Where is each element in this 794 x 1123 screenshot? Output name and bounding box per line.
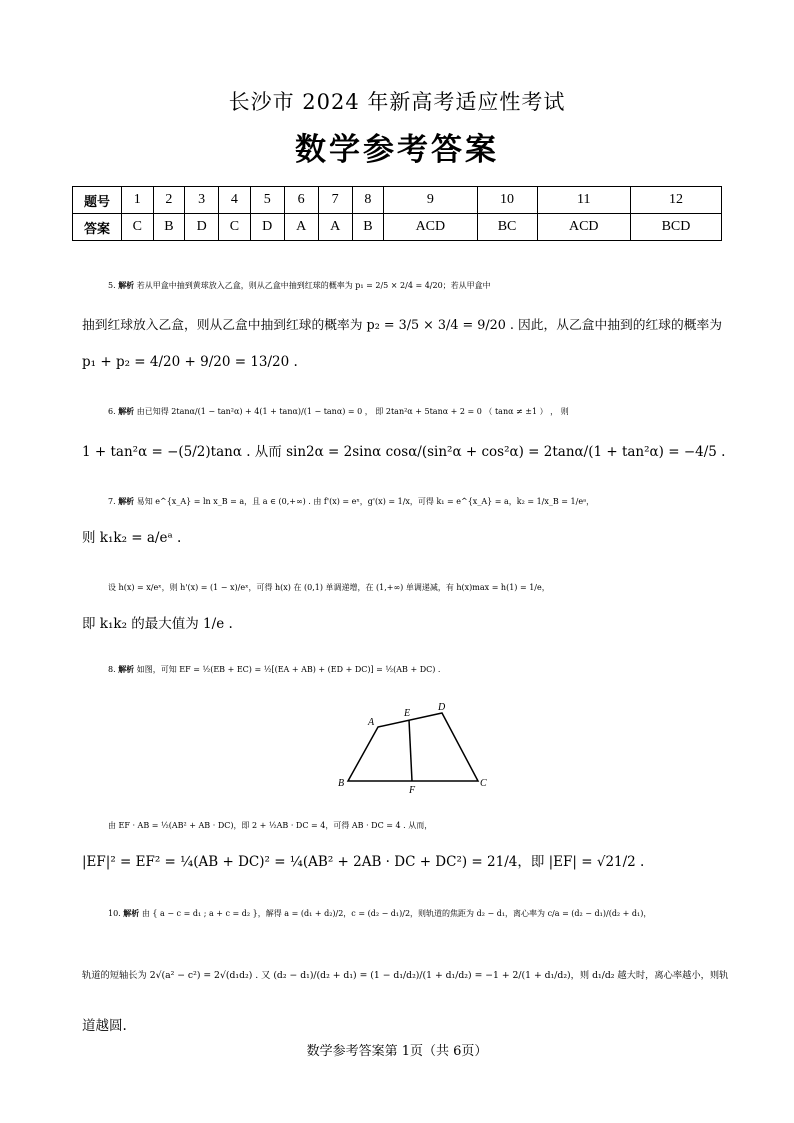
question-number: 9 bbox=[384, 187, 477, 214]
table-row-answers bbox=[73, 214, 722, 241]
q6-text: 由已知得 2tanα/(1 − tan²α) + 4(1 + tanα)/(1 − tanα) = 0 ， 即 2tan²α + 5tanα + 2 = 0 （ tanα ≠ ±1 ） ， 则 bbox=[136, 407, 569, 416]
answer-cell: ACD bbox=[384, 214, 477, 241]
q7-line-3: 设 h(x) = x/eˣ，则 h'(x) = (1 − x)/eˣ，可得 h(x) 在 (0,1) 单调递增，在 (1,+∞) 单调递减，有 h(x)max = h(1) = 1/e， bbox=[108, 583, 550, 592]
question-number: 7 bbox=[318, 187, 352, 214]
question-number: 8 bbox=[352, 187, 384, 214]
answer-cell: C bbox=[122, 214, 154, 241]
answer-cell: D bbox=[185, 214, 219, 241]
answer-cell: A bbox=[284, 214, 318, 241]
question-number: 3 bbox=[185, 187, 219, 214]
page-footer: 数学参考答案第 1页（共 6页） bbox=[306, 1044, 488, 1059]
q5-tag: 解析 bbox=[118, 281, 135, 290]
q8-number: 8. bbox=[108, 665, 116, 674]
q5-line-2: 抽到红球放入乙盒，则从乙盒中抽到红球的概率为 p₂ = 3/5 × 3/4 = 9/20 . 因此，从乙盒中抽到的红球的概率为 bbox=[82, 318, 723, 333]
label-c: C bbox=[480, 778, 487, 789]
q6-number: 6. bbox=[108, 407, 116, 416]
table-row-numbers bbox=[73, 187, 722, 214]
q5-number: 5. bbox=[108, 281, 116, 290]
exam-title: 长沙市 2024 年新高考适应性考试 bbox=[228, 90, 566, 114]
q10-line-3: 道越圆. bbox=[82, 1018, 127, 1034]
q7-tag: 解析 bbox=[118, 497, 135, 506]
answer-table bbox=[72, 186, 722, 241]
q6-line-1 bbox=[108, 402, 744, 422]
segment-ef bbox=[409, 720, 412, 781]
q7-line-2: 则 k₁k₂ = a/eᵃ . bbox=[82, 530, 182, 546]
question-number: 4 bbox=[219, 187, 251, 214]
label-a: A bbox=[368, 717, 375, 728]
label-e: E bbox=[404, 708, 411, 719]
answer-cell: A bbox=[318, 214, 352, 241]
label-f: F bbox=[409, 785, 416, 796]
answer-cell: B bbox=[153, 214, 185, 241]
question-number: 1 bbox=[122, 187, 154, 214]
answer-cell: BCD bbox=[630, 214, 721, 241]
q5-line-1 bbox=[108, 276, 744, 296]
q7-line-4: 即 k₁k₂ 的最大值为 1/e . bbox=[82, 616, 233, 632]
q8-tag: 解析 bbox=[118, 665, 135, 674]
question-number: 10 bbox=[477, 187, 537, 214]
question-number: 6 bbox=[284, 187, 318, 214]
question-number: 11 bbox=[537, 187, 630, 214]
q10-tag: 解析 bbox=[123, 909, 140, 918]
q5-text: 若从甲盒中抽到黄球放入乙盒，则从乙盒中抽到红球的概率为 p₁ = 2/5 × 2/4 = 4/20；若从甲盒中 bbox=[136, 281, 491, 290]
q7-text: 易知 e^{x_A} = ln x_B = a，且 a ∈ (0,+∞) . 由 f'(x) = eˣ，g'(x) = 1/x，可得 k₁ = e^{x_A} = a，k₂ = 1/x_B = 1/eᵃ， bbox=[136, 497, 595, 506]
q8-line-3: |EF|² = EF² = ¼(AB + DC)² = ¼(AB² + 2AB · DC + DC²) = 21/4，即 |EF| = √21/2 . bbox=[82, 854, 645, 870]
q5-line-3: p₁ + p₂ = 4/20 + 9/20 = 13/20 . bbox=[82, 354, 298, 370]
row-label-answer: 答案 bbox=[73, 214, 122, 241]
page-title: 数学参考答案 bbox=[295, 132, 499, 168]
answer-cell: D bbox=[250, 214, 284, 241]
answer-cell: C bbox=[219, 214, 251, 241]
question-number: 5 bbox=[250, 187, 284, 214]
q6-line-2: 1 + tan²α = −(5/2)tanα . 从而 sin2α = 2sinα cosα/(sin²α + cos²α) = 2tanα/(1 + tan²α) = −4/5 . bbox=[82, 444, 726, 460]
label-b: B bbox=[338, 778, 345, 789]
answer-cell: ACD bbox=[537, 214, 630, 241]
question-number: 2 bbox=[153, 187, 185, 214]
q7-line-1 bbox=[108, 492, 744, 512]
q10-number: 10. bbox=[108, 909, 121, 918]
q8-line-2: 由 EF · AB = ½(AB² + AB · DC)，即 2 + ½AB · DC = 4，可得 AB · DC = 4 . 从而， bbox=[108, 821, 433, 830]
question-number: 12 bbox=[630, 187, 721, 214]
row-label-question: 题号 bbox=[73, 187, 122, 214]
q8-line-1 bbox=[108, 660, 744, 680]
q7-number: 7. bbox=[108, 497, 116, 506]
answer-cell: BC bbox=[477, 214, 537, 241]
label-d: D bbox=[438, 702, 446, 713]
q10-line-1 bbox=[108, 904, 744, 924]
q6-tag: 解析 bbox=[118, 407, 135, 416]
trapezoid-figure bbox=[330, 700, 500, 796]
q8-text: 如图，可知 EF = ½(EB + EC) = ½[(EA + AB) + (ED + DC)] = ½(AB + DC) . bbox=[136, 665, 441, 674]
q10-text: 由 { a − c = d₁ ; a + c = d₂ }，解得 a = (d₁ + d₂)/2，c = (d₂ − d₁)/2，则轨道的焦距为 d₂ − d₁，离心率为 c/a = (d₂ − d₁)/(d₂ + d₁)， bbox=[141, 909, 652, 918]
answer-cell: B bbox=[352, 214, 384, 241]
q10-line-2: 轨道的短轴长为 2√(a² − c²) = 2√(d₁d₂) . 又 (d₂ − d₁)/(d₂ + d₁) = (1 − d₁/d₂)/(1 + d₁/d₂) = −1 + 2/(1 + d₁/d₂)，则 d₁/d₂ 越大时，离心率越小，则轨 bbox=[82, 970, 729, 981]
